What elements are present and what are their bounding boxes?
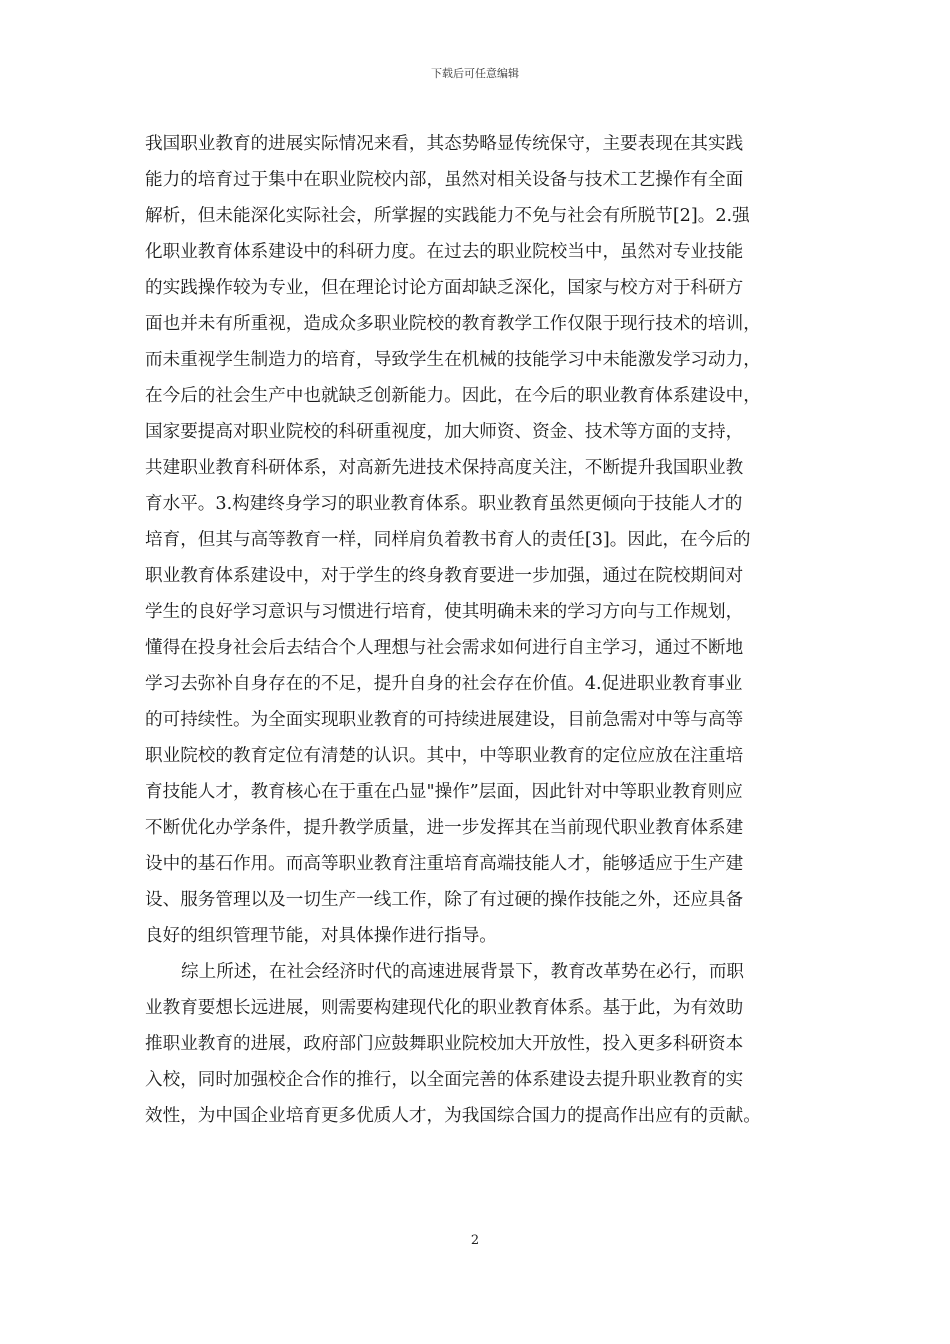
text-line: 设、服务管理以及一切生产一线工作，除了有过硬的操作技能之外，还应具备 [145,890,744,910]
text-line: 设中的基石作用。而高等职业教育注重培育高端技能人才，能够适应于生产建 [145,854,744,874]
text-line: 不断优化办学条件，提升教学质量，进一步发挥其在当前现代职业教育体系建 [145,818,744,838]
text-line: 能力的培育过于集中在职业院校内部，虽然对相关设备与技术工艺操作有全面 [145,170,744,190]
text-line: 懂得在投身社会后去结合个人理想与社会需求如何进行自主学习，通过不断地 [145,638,744,658]
text-line: 育水平。3.构建终身学习的职业教育体系。职业教育虽然更倾向于技能人才的 [145,494,743,514]
text-line: 职业教育体系建设中，对于学生的终身教育要进一步加强，通过在院校期间对 [145,566,744,586]
text-line: 化职业教育体系建设中的科研力度。在过去的职业院校当中，虽然对专业技能 [145,242,744,262]
paragraph-conclusion [145,954,815,1134]
page-header: 下载后可任意编辑 [431,67,519,80]
paragraph-vocational-education-system [145,126,815,954]
text-line: 育技能人才，教育核心在于重在凸显"操作”层面，因此针对中等职业教育则应 [145,782,743,802]
text-line: 良好的组织管理节能，对具体操作进行指导。 [145,926,497,946]
text-line: 而未重视学生制造力的培育，导致学生在机械的技能学习中未能激发学习动力， [145,350,761,370]
text-line: 国家要提高对职业院校的科研重视度，加大师资、资金、技术等方面的支持， [145,422,744,442]
page-number: 2 [470,1233,480,1248]
text-line: 在今后的社会生产中也就缺乏创新能力。因此，在今后的职业教育体系建设中， [145,386,761,406]
text-line: 业教育要想长远进展，则需要构建现代化的职业教育体系。基于此，为有效助 [145,998,744,1018]
text-line: 我国职业教育的进展实际情况来看，其态势略显传统保守，主要表现在其实践 [145,134,744,154]
text-line: 的可持续性。为全面实现职业教育的可持续进展建设，目前急需对中等与高等 [145,710,744,730]
text-line: 综上所述，在社会经济时代的高速进展背景下，教育改革势在必行，而职 [181,962,745,982]
text-line: 共建职业教育科研体系，对高新先进技术保持高度关注，不断提升我国职业教 [145,458,744,478]
document-body [145,126,815,1134]
text-line: 的实践操作较为专业，但在理论讨论方面却缺乏深化，国家与校方对于科研方 [145,278,744,298]
text-line: 面也并未有所重视，造成众多职业院校的教育教学工作仅限于现行技术的培训， [145,314,761,334]
text-line: 培育，但其与高等教育一样，同样肩负着教书育人的责任[3]。因此，在今后的 [145,530,751,550]
text-line: 学习去弥补自身存在的不足，提升自身的社会存在价值。4.促进职业教育事业 [145,674,743,694]
text-line: 推职业教育的进展，政府部门应鼓舞职业院校加大开放性，投入更多科研资本 [145,1034,744,1054]
text-line: 入校，同时加强校企合作的推行，以全面完善的体系建设去提升职业教育的实 [145,1070,744,1090]
text-line: 职业院校的教育定位有清楚的认识。其中，中等职业教育的定位应放在注重培 [145,746,744,766]
text-line: 效性，为中国企业培育更多优质人才，为我国综合国力的提高作出应有的贡献。 [145,1106,761,1126]
text-line: 解析，但未能深化实际社会，所掌握的实践能力不免与社会有所脱节[2]。2.强 [145,206,750,226]
text-line: 学生的良好学习意识与习惯进行培育，使其明确未来的学习方向与工作规划， [145,602,744,622]
